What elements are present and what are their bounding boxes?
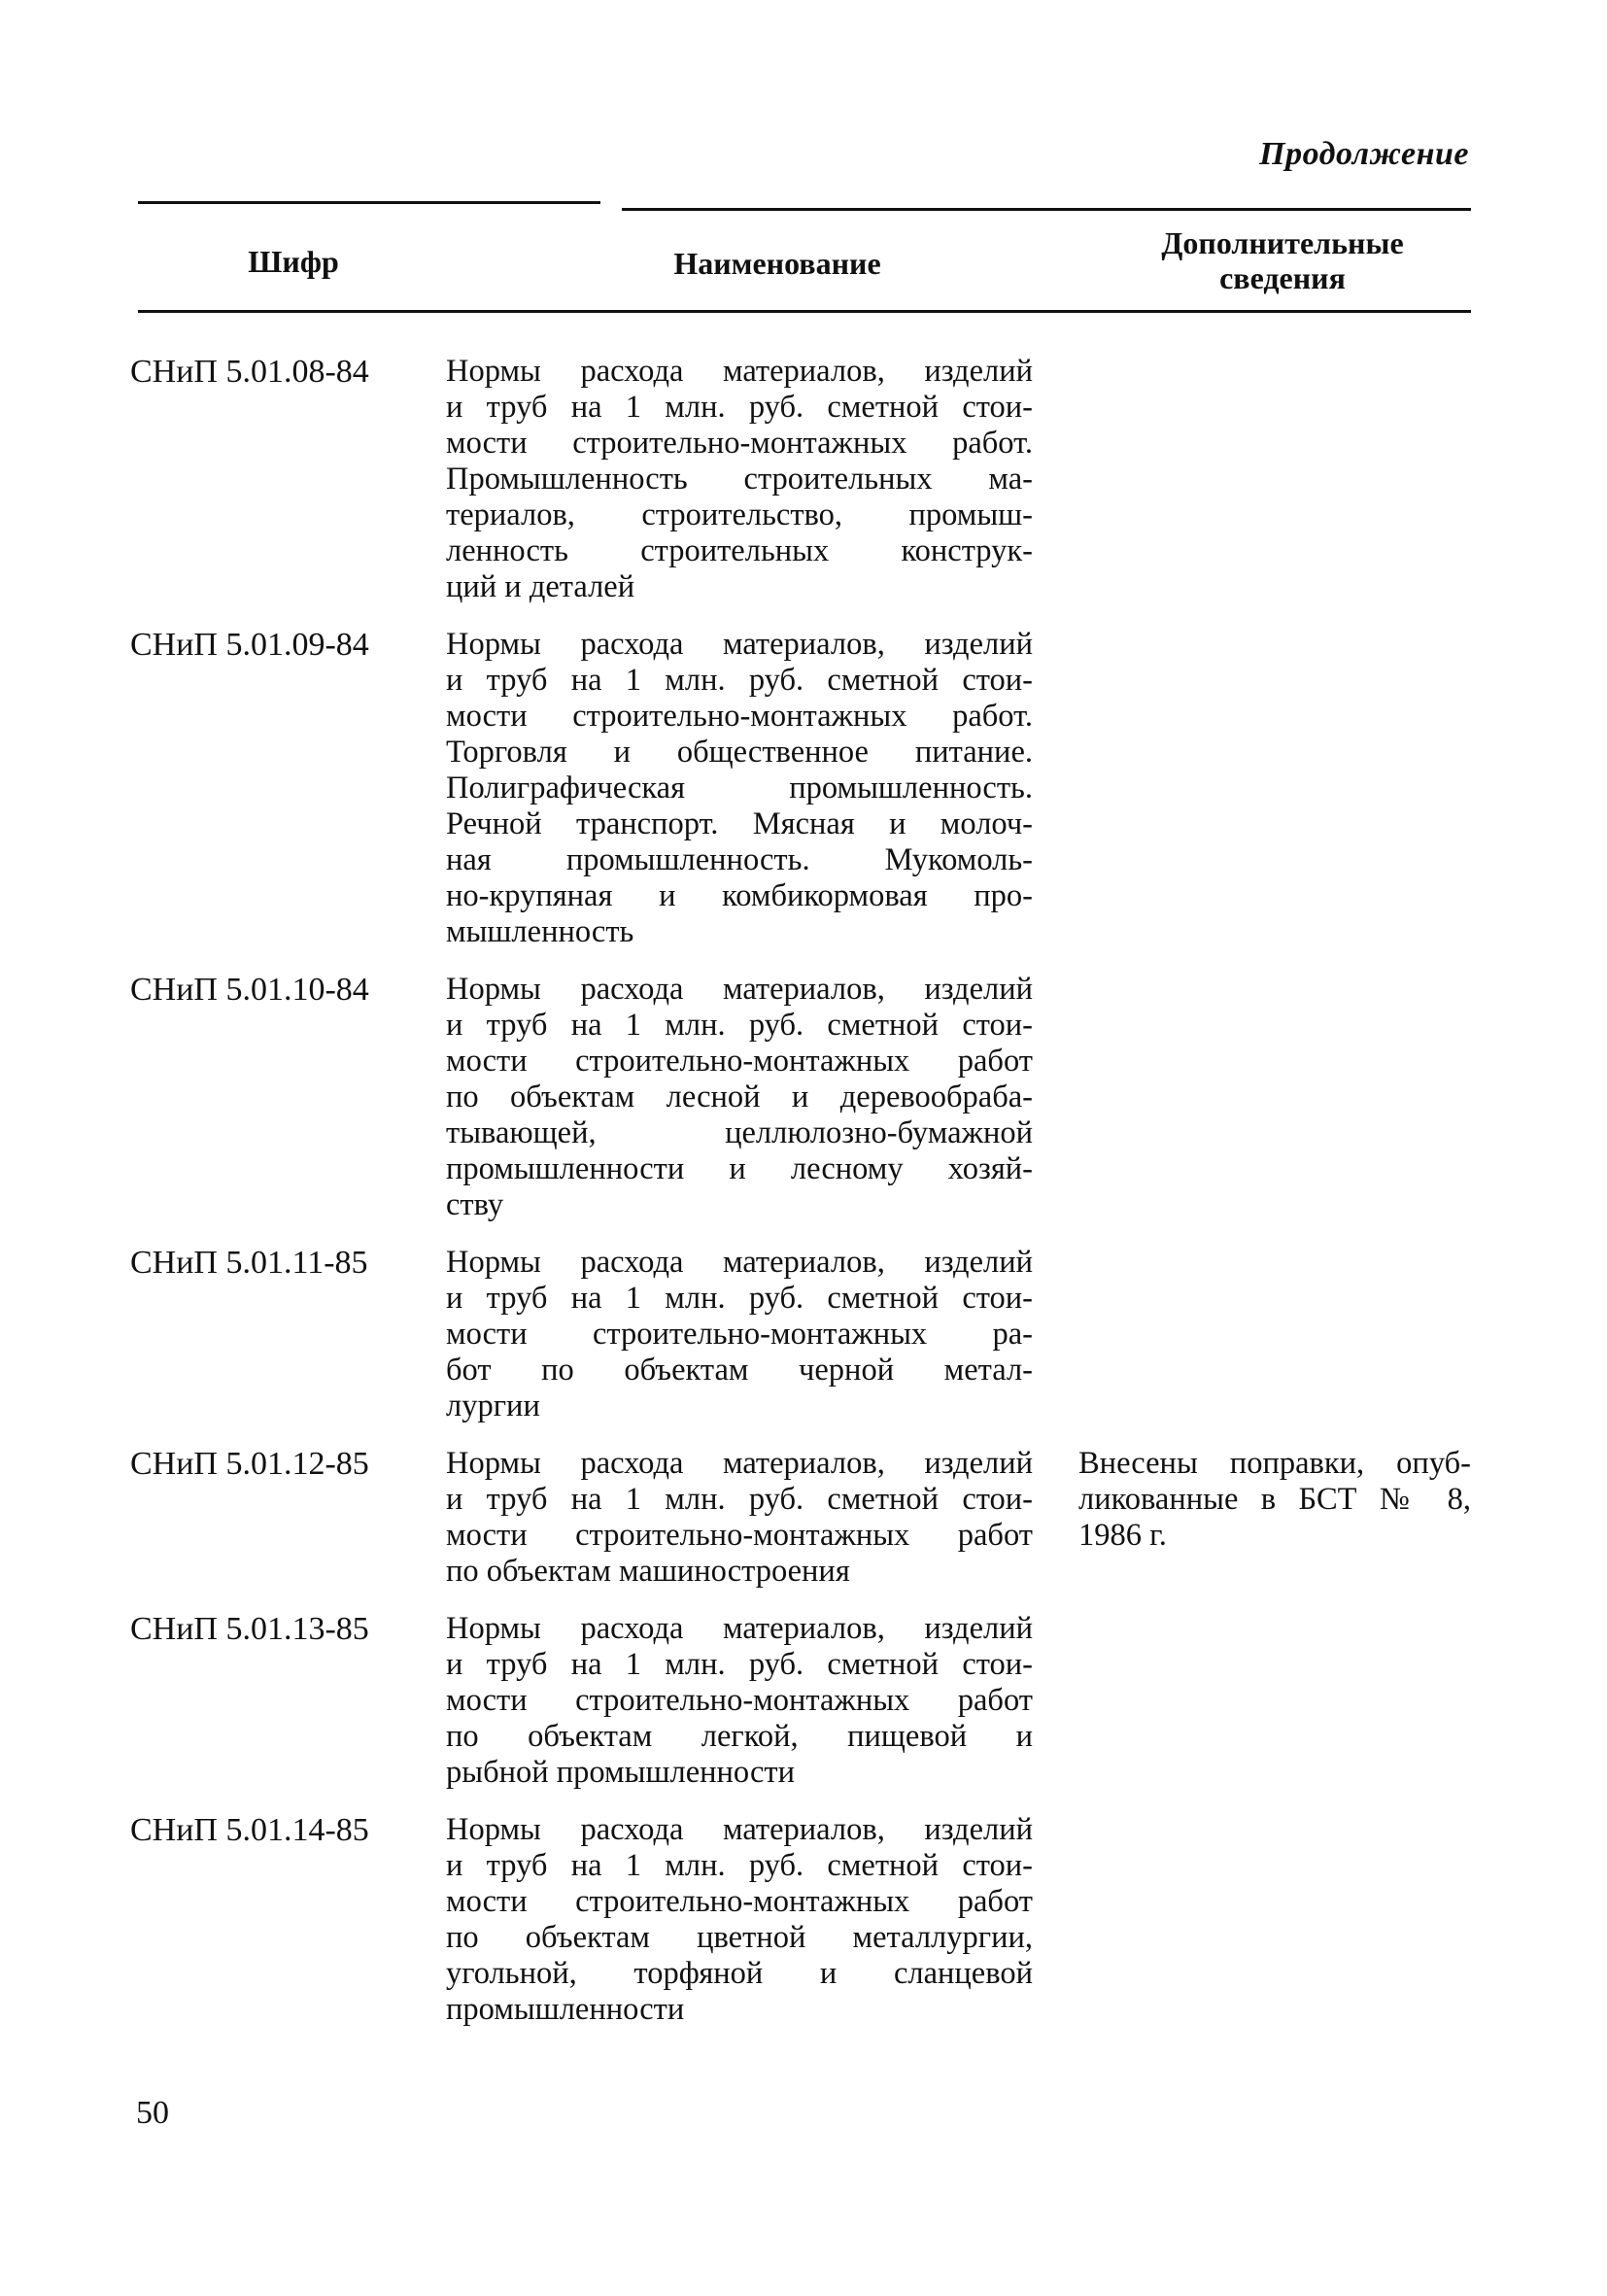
row-name-line: мости строительно-монтажных работ. [446,699,1033,734]
row-name-line: Нормы расхода материалов, изделий [446,1245,1033,1280]
row-name-line: ций и деталей [446,569,635,604]
row-name-line: и труб на 1 млн. руб. сметной стои- [446,1008,1033,1043]
row-code: СНиП 5.01.14-85 [130,1812,369,1848]
row-name-line: по объектам машиностроения [446,1554,850,1589]
row-name-line: мости строительно-монтажных работ [446,1884,1033,1919]
row-name-line: Нормы расхода материалов, изделий [446,1812,1033,1847]
row-name-line: Торговля и общественное питание. [446,735,1033,770]
row-code: СНиП 5.01.12-85 [130,1446,369,1482]
table-row [0,354,1607,605]
row-name-line: угольной, торфяной и сланцевой [446,1956,1033,1991]
row-code: СНиП 5.01.10-84 [130,972,369,1008]
row-name-line: мости строительно-монтажных ра- [446,1317,1033,1352]
row-name-line: лургии [446,1388,540,1423]
table-row [0,1611,1607,1791]
row-code: СНиП 5.01.11-85 [130,1245,368,1281]
table-row [0,1245,1607,1424]
row-name-line: промышленности и лесному хозяй- [446,1151,1033,1186]
table-row [0,972,1607,1223]
row-name-line: мышленность [446,914,634,949]
row-code: СНиП 5.01.13-85 [130,1611,369,1647]
row-name-line: Нормы расхода материалов, изделий [446,1611,1033,1646]
continuation-label: Продолжение [1259,136,1469,172]
row-name-line: Полиграфическая промышленность. [446,771,1033,805]
row-name-line: териалов, строительство, промыш- [446,497,1033,532]
row-name-line: тывающей, целлюлозно-бумажной [446,1115,1033,1150]
row-name-line: и труб на 1 млн. руб. сметной стои- [446,1647,1033,1682]
row-extra [1078,1446,1471,1554]
row-name [446,1446,1033,1590]
row-name-line: бот по объектам черной метал- [446,1353,1033,1388]
row-code: СНиП 5.01.08-84 [130,354,369,390]
row-name-line: рыбной промышленности [446,1755,795,1790]
row-name-line: мости строительно-монтажных работ. [446,426,1033,461]
header-top-rule-right [622,208,1471,211]
row-name-line: и труб на 1 млн. руб. сметной стои- [446,1281,1033,1316]
row-extra-line: ликованные в БСТ № 8, [1078,1482,1471,1517]
column-header-extra-line: Дополнительные [1161,225,1404,260]
column-header-name: Наименование [673,246,881,281]
row-code: СНиП 5.01.09-84 [130,627,369,663]
row-extra-line: 1986 г. [1078,1518,1167,1553]
row-name-line: Нормы расхода материалов, изделий [446,354,1033,389]
row-name-line: по объектам легкой, пищевой и [446,1719,1033,1754]
column-header-extra-line: сведения [1219,260,1346,295]
row-name-line: и труб на 1 млн. руб. сметной стои- [446,390,1033,425]
row-name-line: но-крупяная и комбикормовая про- [446,878,1033,913]
column-header-extra [1088,225,1477,295]
row-name [446,1245,1033,1424]
row-name [446,1611,1033,1791]
row-name [446,627,1033,950]
row-name-line: Нормы расхода материалов, изделий [446,972,1033,1007]
row-name-line: мости строительно-монтажных работ [446,1518,1033,1553]
row-name-line: Промышленность строительных ма- [446,462,1033,497]
table-row [0,627,1607,950]
row-name-line: и труб на 1 млн. руб. сметной стои- [446,1848,1033,1883]
row-name-line: промышленности [446,1992,685,2027]
row-name-line: Речной транспорт. Мясная и молоч- [446,806,1033,841]
header-bottom-rule [138,310,1471,313]
row-name-line: ству [446,1187,504,1222]
row-name-line: Нормы расхода материалов, изделий [446,627,1033,662]
table-body [0,354,1607,2049]
table-row [0,1446,1607,1590]
row-name-line: мости строительно-монтажных работ [446,1044,1033,1079]
row-name [446,1812,1033,2028]
row-name-line: по объектам цветной металлургии, [446,1920,1033,1955]
row-name-line: мости строительно-монтажных работ [446,1683,1033,1718]
row-name [446,972,1033,1223]
table-row [0,1812,1607,2028]
row-name-line: и труб на 1 млн. руб. сметной стои- [446,663,1033,698]
row-name [446,354,1033,605]
row-name-line: ная промышленность. Мукомоль- [446,842,1033,877]
header-top-rule-left [138,201,600,204]
row-extra-line: Внесены поправки, опуб- [1078,1446,1471,1481]
row-name-line: и труб на 1 млн. руб. сметной стои- [446,1482,1033,1517]
row-name-line: ленность строительных конструк- [446,533,1033,568]
column-header-code: Шифр [248,244,339,279]
row-name-line: Нормы расхода материалов, изделий [446,1446,1033,1481]
row-name-line: по объектам лесной и деревообраба- [446,1079,1033,1114]
page-number: 50 [136,2095,169,2131]
